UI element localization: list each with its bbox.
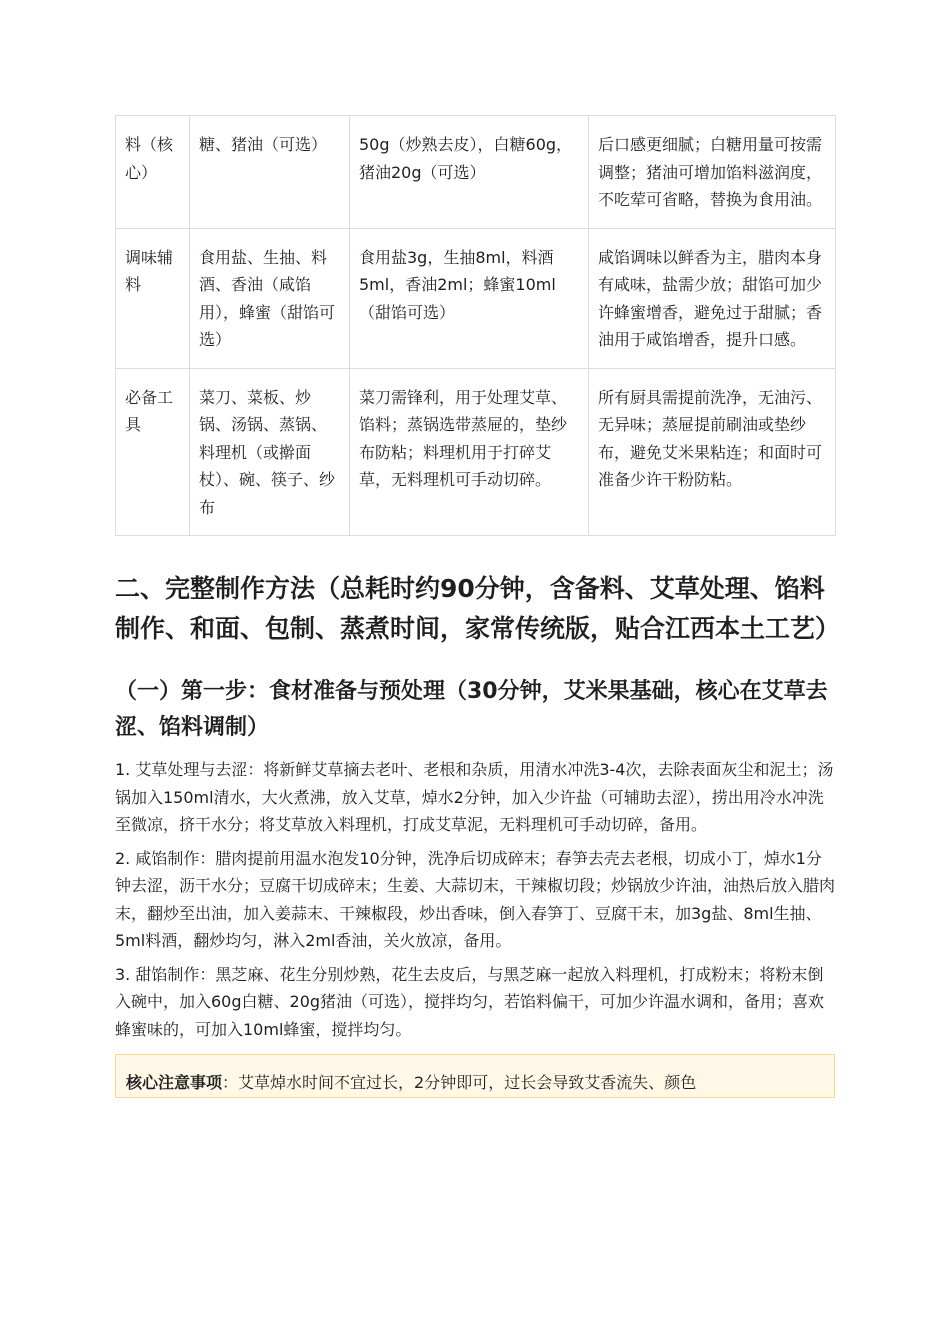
step-heading: （一）第一步：食材准备与预处理（30分钟，艾米果基础，核心在艾草去涩、馅料调制） (115, 679, 828, 740)
note-text: 艾草焯水时间不宜过长，2分钟即可，过长会导致艾香流失、颜色 (238, 1073, 697, 1092)
category-cell: 必备工具 (116, 368, 190, 536)
step-item: 2. 咸馅制作：腊肉提前用温水泡发10分钟，洗净后切成碎末；春笋去壳去老根，切成小丁，焯水1分钟去涩，沥干水分；豆腐干切成碎末；生姜、大蒜切末，干辣椒切段；炒锅放少许油，油热后放入腊肉末，翻炒至出油，加入姜蒜末、干辣椒段，炒出香味，倒入春笋丁、豆腐干末，加3g盐、8ml生抽、5ml料酒，翻炒均匀，淋入2ml香油，关火放凉，备用。 (115, 848, 836, 950)
table-row (116, 368, 836, 536)
note-label: 核心注意事项 (126, 1073, 223, 1092)
document-page (115, 115, 841, 1098)
table-row (116, 116, 836, 229)
step-item: 3. 甜馅制作：黑芝麻、花生分别炒熟，花生去皮后，与黑芝麻一起放入料理机，打成粉末；将粉末倒入碗中，加入60g白糖、20g猪油（可选），搅拌均匀，若馅料偏干，可加少许温水调和，备用；喜欢蜂蜜味的，可加入10ml蜂蜜，搅拌均匀。 (115, 964, 825, 1039)
notes-cell: 所有厨具需提前洗净，无油污、无异味；蒸屉提前刷油或垫纱布，避免艾米果粘连；和面时可准备少许干粉防粘。 (589, 368, 836, 536)
note-callout (115, 1054, 835, 1098)
items-cell: 食用盐、生抽、料酒、香油（咸馅用），蜂蜜（甜馅可选） (190, 228, 350, 368)
amount-cell: 菜刀需锋利，用于处理艾草、馅料；蒸锅选带蒸屉的，垫纱布防粘；料理机用于打碎艾草，无料理机可手动切碎。 (350, 368, 589, 536)
items-cell: 菜刀、菜板、炒锅、汤锅、蒸锅、料理机（或擀面杖）、碗、筷子、纱布 (190, 368, 350, 536)
notes-cell: 后口感更细腻；白糖用量可按需调整；猪油可增加馅料滋润度，不吃荤可省略，替换为食用油。 (589, 116, 836, 229)
amount-cell: 50g（炒熟去皮），白糖60g，猪油20g（可选） (350, 116, 589, 229)
notes-cell: 咸馅调味以鲜香为主，腊肉本身有咸味，盐需少放；甜馅可加少许蜂蜜增香，避免过于甜腻；香油用于咸馅增香，提升口感。 (589, 228, 836, 368)
section-heading: 二、完整制作方法（总耗时约90分钟，含备料、艾草处理、馅料制作、和面、包制、蒸煮时间，家常传统版，贴合江西本土工艺） (115, 574, 841, 643)
table-row (116, 228, 836, 368)
category-cell: 调味辅料 (116, 228, 190, 368)
amount-cell: 食用盐3g，生抽8ml，料酒5ml，香油2ml；蜂蜜10ml（甜馅可选） (350, 228, 589, 368)
note-separator: ： (222, 1073, 239, 1092)
ingredients-table (115, 115, 836, 536)
step-item: 1. 艾草处理与去涩：将新鲜艾草摘去老叶、老根和杂质，用清水冲洗3-4次，去除表面灰尘和泥土；汤锅加入150ml清水，大火煮沸，放入艾草，焯水2分钟，加入少许盐（可辅助去涩），捞出用冷水冲洗至微凉，挤干水分；将艾草放入料理机，打成艾草泥，无料理机可手动切碎，备用。 (115, 760, 834, 834)
category-cell: 料（核心） (116, 116, 190, 229)
items-cell: 糖、猪油（可选） (190, 116, 350, 229)
